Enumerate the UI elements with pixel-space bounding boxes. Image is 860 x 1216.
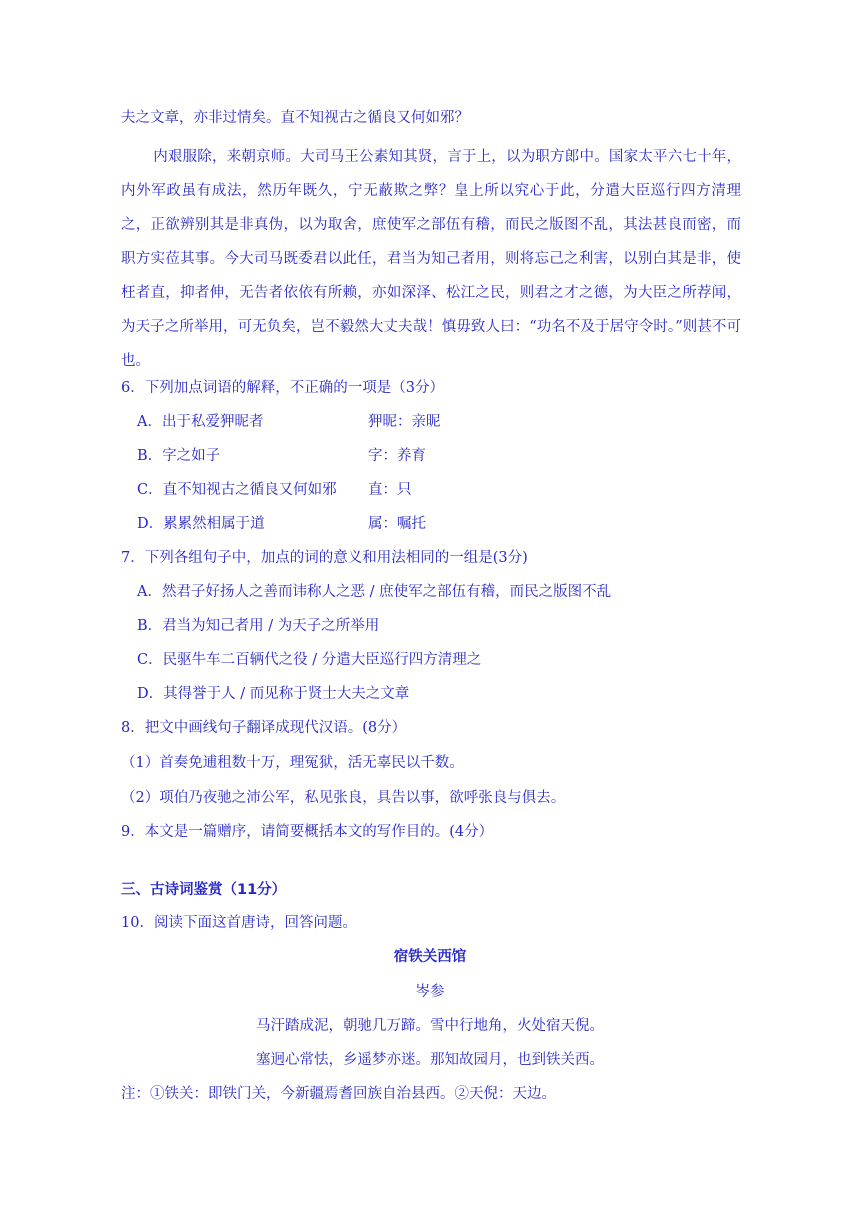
q6-option-d: D．累累然相属于道 [137, 516, 265, 532]
poem-title: 宿铁关西馆 [393, 949, 467, 965]
q8-item-2: （2）项伯乃夜驰之沛公军，私见张良，具告以事，欲呼张良与俱去。 [121, 790, 566, 806]
poem-author: 岑参 [415, 984, 445, 1000]
q6-option-c-answer: 直：只 [368, 482, 412, 498]
q7-option-d: D．其得誉于人 / 而见称于贤士大夫之文章 [137, 686, 410, 702]
q8-item-1: （1）首奏免逋租数十万，理冤狱，活无辜民以千数。 [121, 755, 464, 771]
q6-option-d-answer: 属：嘱托 [368, 516, 426, 532]
question-6-stem: 6．下列加点词语的解释，不正确的一项是（3分） [121, 380, 444, 396]
q6-option-a: A．出于私爱狎昵者 [137, 414, 264, 430]
passage-paragraph-2-text: 内艰服除，来朝京师。大司马王公素知其贤，言于上，以为职方郎中。国家太平六七十年，内外军政虽有成法，然历年既久，宁无蔽欺之弊？皇上所以究心于此，分遣大臣巡行四方清理之，正欲辨别其是非真伪，以为取舍，庶使军之部伍有稽，而民之版图不乱，其法甚良而密，而职方实莅其事。今大司马既委君以此任，君当为知己者用，则将忘己之利害，以别白其是非，使枉者直，抑者伸，无告者依依有所赖，亦如深泽、松江之民，则君之才之德，为大臣之所荐闻，为天子之所举用，可无负矣，岂不毅然大丈夫哉！慎毋致人曰：“功名不及于居守令时。”则甚不可也。 [121, 149, 741, 369]
q7-option-b: B．君当为知己者用 / 为天子之所举用 [137, 618, 380, 634]
q7-option-c: C．民驱牛车二百辆代之役 / 分遣大臣巡行四方清理之 [137, 652, 482, 668]
q7-option-a: A．然君子好扬人之善而讳称人之恶 / 庶使军之部伍有稽，而民之版图不乱 [137, 584, 612, 600]
poem-line-1: 马汗踏成泥，朝驰几万蹄。雪中行地角，火处宿天倪。 [256, 1018, 604, 1034]
q6-option-c: C．直不知视古之循良又何如邪 [137, 482, 337, 498]
q6-option-b: B．字之如子 [137, 448, 221, 464]
passage-paragraph-2 [121, 140, 741, 378]
passage-line-1: 夫之文章，亦非过情矣。直不知视古之循良又何如邪？ [121, 110, 469, 126]
question-7-stem: 7．下列各组句子中，加点的词的意义和用法相同的一组是(3分) [121, 550, 528, 566]
q6-option-a-answer: 狎昵：亲昵 [368, 414, 441, 430]
question-9-stem: 9．本文是一篇赠序，请简要概括本文的写作目的。(4分） [121, 824, 494, 840]
poem-note: 注：①铁关：即铁门关，今新疆焉耆回族自治县西。②天倪：天边。 [121, 1086, 556, 1102]
q6-option-b-answer: 字：养育 [368, 448, 426, 464]
question-8-stem: 8．把文中画线句子翻译成现代汉语。(8分） [121, 720, 407, 736]
question-10-stem: 10．阅读下面这首唐诗，回答问题。 [121, 915, 357, 931]
poem-line-2: 塞迥心常怯，乡遥梦亦迷。那知故园月，也到铁关西。 [256, 1052, 604, 1068]
section-3-heading: 三、古诗词鉴赏（11分） [121, 882, 287, 898]
